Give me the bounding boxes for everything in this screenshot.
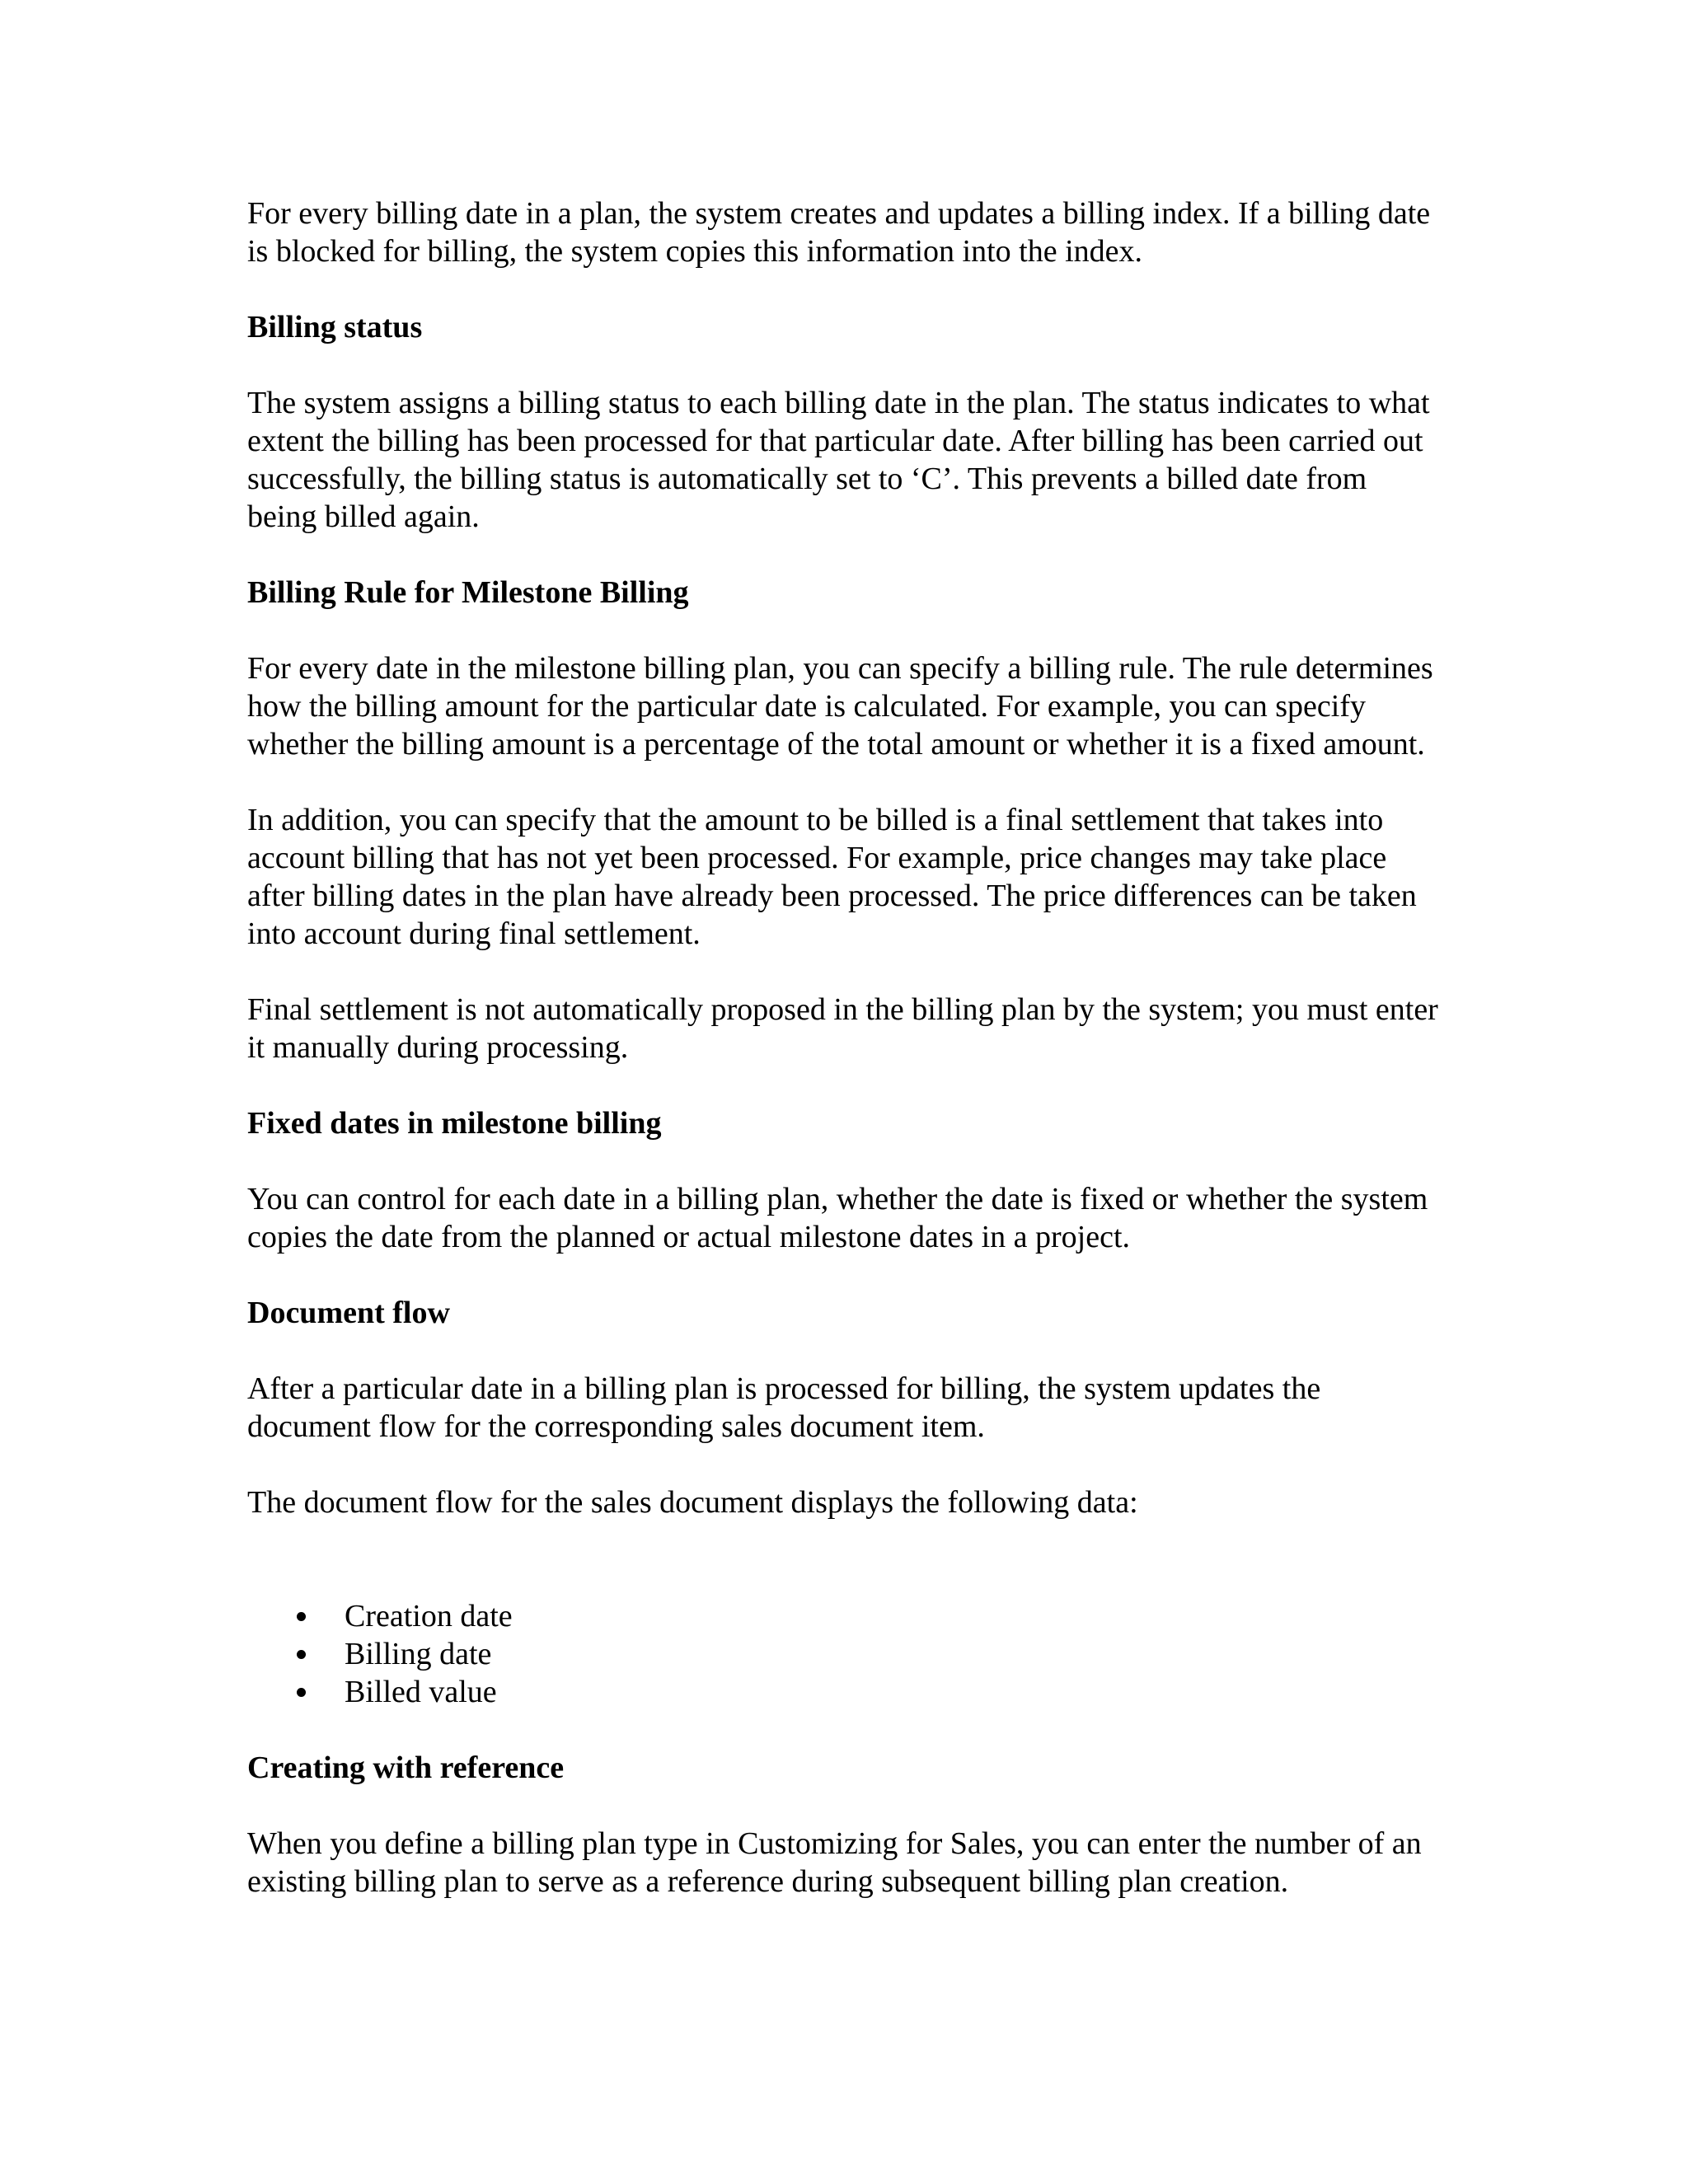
paragraph-document-flow-data: The document flow for the sales document displays the following data: (247, 1485, 1138, 1520)
list-item-text: Creation date (345, 1599, 513, 1633)
list-item (247, 1635, 1442, 1673)
paragraph-billing-index: For every billing date in a plan, the system creates and updates a billing index. If a billing date is blocked for billing, the system copies this information into the index. (247, 196, 1431, 269)
bullet-icon (297, 1650, 306, 1659)
heading-billing-rule: Billing Rule for Milestone Billing (247, 575, 689, 610)
paragraph-final-settlement-manual: Final settlement is not automatically proposed in the billing plan by the system; you must enter it manually during processing. (247, 992, 1438, 1065)
heading-creating-with-reference: Creating with reference (247, 1750, 565, 1785)
paragraph-billing-status: The system assigns a billing status to each billing date in the plan. The status indicates to what extent the billing has been processed for that particular date. After billing has been carried out successfully, the billing status is automatically set to ‘C’. This prevents a billed date from being billed again. (247, 386, 1430, 534)
bullet-icon (297, 1612, 306, 1621)
document-page (247, 194, 1442, 1938)
bullet-icon (297, 1688, 306, 1697)
list-item (247, 1673, 1442, 1711)
paragraph-document-flow: After a particular date in a billing plan is processed for billing, the system updates the document flow for the corresponding sales document item. (247, 1371, 1321, 1444)
paragraph-final-settlement: In addition, you can specify that the amount to be billed is a final settlement that takes into account billing that has not yet been processed. For example, price changes may take place after billing dates in the plan have already been processed. The price differences can be taken into account during final settlement. (247, 803, 1417, 951)
paragraph-creating-with-reference: When you define a billing plan type in Customizing for Sales, you can enter the number of an existing billing plan to serve as a reference during subsequent billing plan creation. (247, 1826, 1422, 1899)
document-flow-bullet-list (247, 1597, 1442, 1711)
paragraph-billing-rule: For every date in the milestone billing plan, you can specify a billing rule. The rule determines how the billing amount for the particular date is calculated. For example, you can specify whether the billing amount is a percentage of the total amount or whether it is a fixed amount. (247, 651, 1433, 762)
list-item-text: Billed value (345, 1675, 497, 1709)
spacer (247, 1559, 1442, 1597)
paragraph-fixed-dates: You can control for each date in a billing plan, whether the date is fixed or whether the system copies the date from the planned or actual milestone dates in a project. (247, 1182, 1428, 1254)
heading-document-flow: Document flow (247, 1296, 450, 1330)
heading-billing-status: Billing status (247, 310, 423, 344)
list-item (247, 1597, 1442, 1635)
heading-fixed-dates: Fixed dates in milestone billing (247, 1106, 662, 1141)
list-item-text: Billing date (345, 1637, 492, 1671)
